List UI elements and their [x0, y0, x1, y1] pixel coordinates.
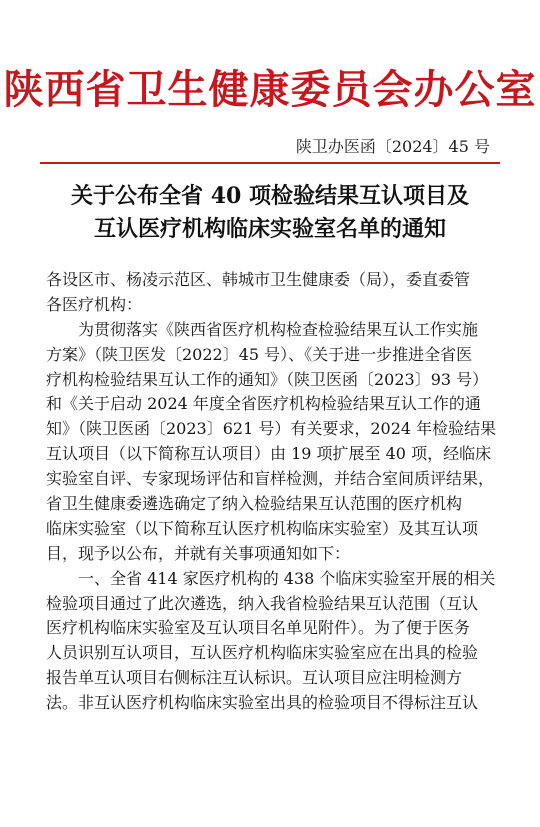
- notice-title-line-2: 互认医疗机构临床实验室名单的通知: [93, 216, 446, 242]
- body-line: 疗机构检验结果互认工作的通知》（陕卫医函〔2023〕93 号）: [46, 369, 489, 389]
- body-line: 实验室自评、专家现场评估和盲样检测，并结合室间质评结果，: [46, 469, 495, 489]
- body-line: 人员识别互认项目，互认医疗机构临床实验室应在出具的检验: [46, 643, 479, 663]
- body-line: 各医疗机构：: [46, 294, 143, 314]
- body-line: 法。非互认医疗机构临床实验室出具的检验项目不得标注互认: [46, 693, 479, 713]
- notice-body: [46, 268, 498, 716]
- body-line: 省卫生健康委遴选确定了纳入检验结果互认范围的医疗机构: [46, 494, 463, 514]
- notice-title-line-1: 关于公布全省 40 项检验结果互认项目及: [71, 183, 469, 209]
- body-line: 各设区市、杨凌示范区、韩城市卫生健康委（局），委直委管: [46, 270, 471, 289]
- notice-title: [0, 180, 540, 246]
- body-line: 医疗机构临床实验室及互认项目名单见附件）。为了便于医务: [46, 618, 471, 638]
- body-line: 知》（陕卫医函〔2023〕621 号）有关要求，2024 年检验结果: [46, 419, 497, 439]
- document-number: 陕卫办医函〔2024〕45 号: [295, 137, 490, 156]
- body-line: 目，现予以公布，并就有关事项通知如下：: [46, 543, 351, 563]
- body-line: 为贯彻落实《陕西省医疗机构检查检验结果互认工作实施: [46, 319, 479, 339]
- body-line: 报告单互认项目右侧标注互认标识。互认项目应注明检测方: [46, 668, 463, 688]
- body-line: 和《关于启动 2024 年度全省医疗机构检验结果互认工作的通: [46, 394, 481, 414]
- issuing-office-title: 陕西省卫生健康委员会办公室: [3, 66, 537, 113]
- body-line: 临床实验室（以下简称互认医疗机构临床实验室）及其互认项: [46, 518, 479, 538]
- body-line: 互认项目（以下简称互认项目）由 19 项扩展至 40 项，经临床: [46, 444, 492, 464]
- body-line: 方案》（陕卫医发〔2022〕45 号）、《关于进一步推进全省医: [46, 344, 473, 364]
- body-line: 一、全省 414 家医疗机构的 438 个临床实验室开展的相关: [46, 568, 496, 588]
- red-header-rule: [40, 162, 500, 164]
- body-line: 检验项目通过了此次遴选，纳入我省检验结果互认范围（互认: [46, 593, 479, 613]
